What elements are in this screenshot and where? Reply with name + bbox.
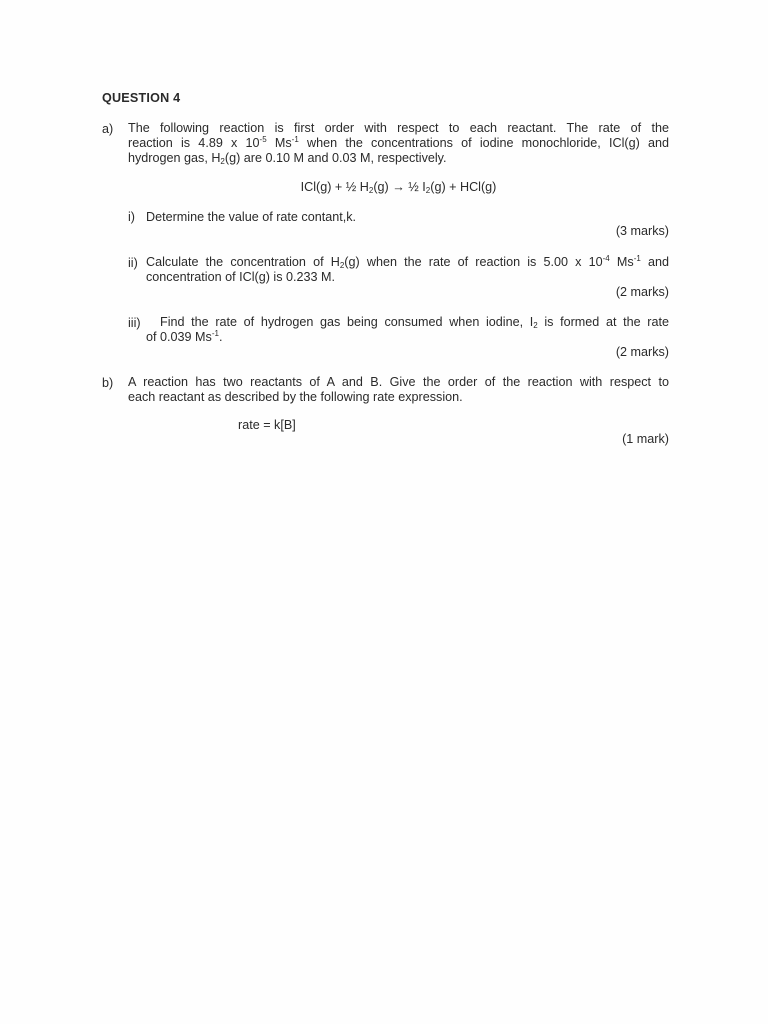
part-a-label: a) [102, 122, 114, 136]
part-b-text [128, 375, 669, 405]
subscript: 2 [533, 321, 538, 330]
sub-question-ii-label: ii) [128, 256, 138, 270]
sub-question-ii-text [146, 255, 669, 285]
sub-question-iii-label: iii) [128, 316, 141, 330]
text-segment: Calculate the concentration of H [146, 255, 340, 269]
part-b-marks: (1 mark) [622, 432, 669, 446]
text-segment: Ms [266, 136, 292, 150]
text-segment: reaction is 4.89 x 10 [128, 136, 260, 150]
rate-expression: rate = k[B] [238, 418, 296, 432]
sub-question-i-label: i) [128, 210, 135, 224]
sub-question-i-text: Determine the value of rate contant,k. [146, 210, 357, 224]
sub-question-iii-line-2 [146, 330, 669, 345]
reaction-equation [128, 180, 669, 195]
sub-question-iii-line-1 [160, 315, 669, 330]
part-b-line-2: each reactant as described by the following rate expression. [128, 390, 463, 404]
exponent: -1 [211, 329, 219, 338]
text-segment: hydrogen gas, H [128, 151, 221, 165]
text-segment: (g) are 0.10 M and 0.03 M, respectively. [224, 151, 447, 165]
sub-question-i-marks: (3 marks) [615, 224, 669, 238]
exponent: -4 [602, 254, 610, 263]
part-a-intro-line-3 [128, 151, 669, 166]
equation-segment: ICl(g) + ½ H [300, 180, 369, 194]
part-a-intro-line-2 [128, 136, 669, 151]
part-b-label: b) [102, 376, 114, 390]
sub-question-iii-marks: (2 marks) [615, 345, 669, 359]
text-segment: Find the rate of hydrogen gas being consumed when iodine, I [160, 315, 534, 329]
exponent: -5 [259, 135, 267, 144]
sub-question-ii-marks: (2 marks) [615, 285, 669, 299]
subscript: 2 [425, 186, 431, 195]
subscript: 2 [220, 157, 225, 166]
subscript: 2 [368, 186, 374, 195]
sub-question-ii-line-1 [146, 255, 669, 270]
part-b-line-1: A reaction has two reactants of A and B. Give the order of the reaction with respect to [128, 375, 669, 389]
text-segment: and [640, 255, 669, 269]
equation-segment: (g) → ½ I [373, 180, 426, 194]
text-segment: Ms [609, 255, 634, 269]
text-segment: (g) when the rate of reaction is 5.00 x 10 [344, 255, 603, 269]
exponent: -1 [291, 135, 299, 144]
part-a-intro [128, 121, 669, 166]
part-a-intro-line-1: The following reaction is first order with respect to each reactant. The rate of the [128, 121, 669, 135]
text-segment: is formed at the rate [537, 315, 669, 329]
sub-question-ii-line-2: concentration of ICl(g) is 0.233 M. [146, 270, 335, 284]
question-title: QUESTION 4 [102, 91, 181, 105]
text-segment: . [218, 330, 223, 344]
subscript: 2 [339, 261, 345, 270]
text-segment: of 0.039 Ms [146, 330, 212, 344]
sub-question-iii-text [146, 315, 669, 345]
equation-segment: (g) + HCl(g) [430, 180, 497, 194]
exponent: -1 [633, 254, 641, 263]
text-segment: when the concentrations of iodine monochloride, ICl(g) and [298, 136, 669, 150]
